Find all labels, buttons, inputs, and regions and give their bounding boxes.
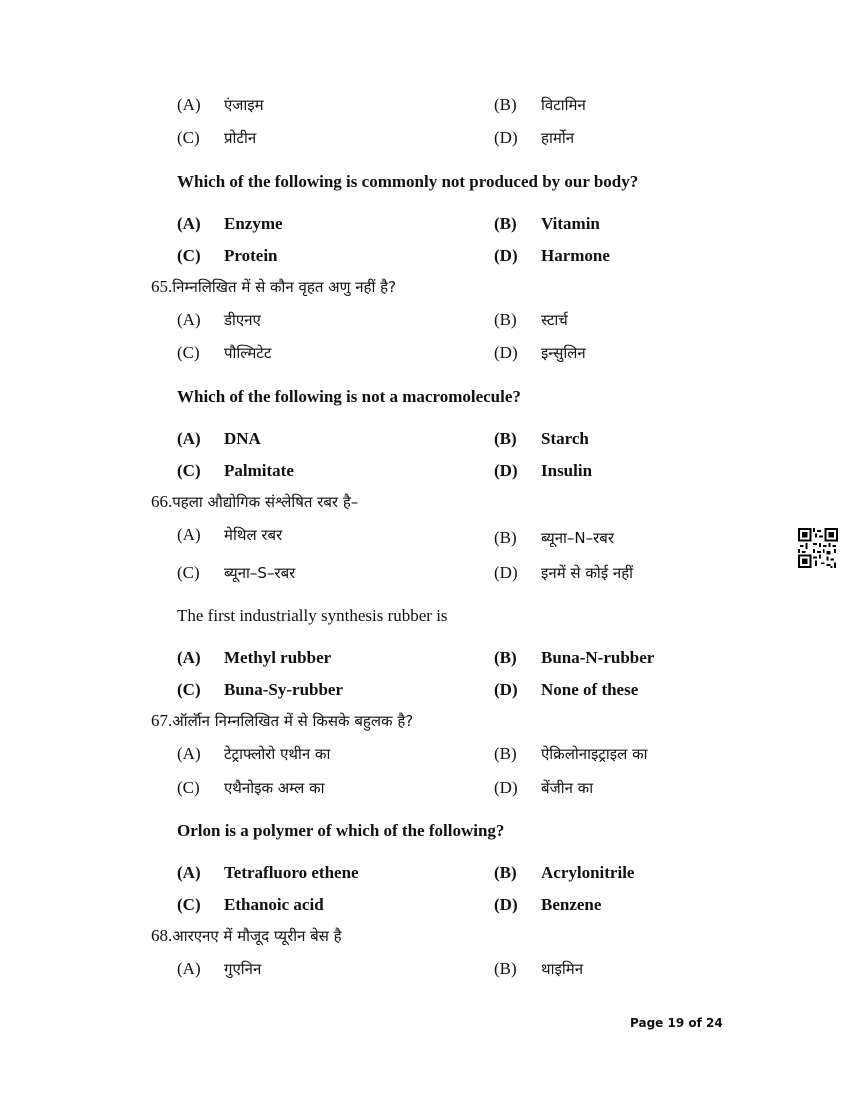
question-number: 65. [151, 277, 173, 296]
option-label: (C) [177, 246, 201, 265]
option-label: (D) [494, 778, 518, 797]
option-label: (A) [177, 959, 201, 978]
option-label: (A) [177, 310, 201, 329]
question-number: 67. [151, 711, 173, 730]
option-label: (A) [177, 95, 201, 114]
option-text: Palmitate [224, 461, 294, 480]
question-number: 66. [151, 492, 173, 511]
option-text: Vitamin [541, 214, 600, 233]
option-label: (A) [177, 214, 201, 233]
option-label: (C) [177, 680, 201, 699]
option-text: इनमें से कोई नहीं [541, 564, 634, 582]
question-text-en: Orlon is a polymer of which of the following? [177, 821, 505, 840]
option-text: पौल्मिटेट [224, 344, 272, 362]
option-label: (B) [494, 528, 517, 547]
option-text: टेट्राफ्लोरो एथीन का [224, 745, 331, 763]
option-text: Buna-Sy-rubber [224, 680, 344, 699]
option-label: (C) [177, 895, 201, 914]
option-label: (B) [494, 863, 517, 882]
option-label: (B) [494, 429, 517, 448]
option-text: स्टार्च [541, 311, 568, 329]
option-text: हार्मोन [541, 129, 575, 147]
option-label: (D) [494, 343, 518, 362]
option-text: बेंजीन का [541, 779, 594, 797]
option-label: (A) [177, 744, 201, 763]
option-label: (A) [177, 648, 201, 667]
option-text: ब्यूना–S–रबर [224, 564, 296, 582]
option-text: Buna-N-rubber [541, 648, 655, 667]
option-text: Insulin [541, 461, 593, 480]
option-text: Harmone [541, 246, 610, 265]
option-label: (B) [494, 744, 517, 763]
option-label: (A) [177, 863, 201, 882]
option-text: None of these [541, 680, 639, 699]
question-text-hi: पहला औद्योगिक संश्लेषित रबर है– [172, 493, 359, 511]
page-number: Page 19 of 24 [630, 1016, 723, 1030]
option-label: (C) [177, 128, 200, 147]
question-text-hi: निम्नलिखित में से कौन वृहत अणु नहीं है? [172, 278, 397, 296]
option-text: ऐक्रिलोनाइट्राइल का [541, 745, 648, 763]
question-text-en: The first industrially synthesis rubber is [177, 606, 448, 625]
option-text: DNA [224, 429, 261, 448]
option-text: मेथिल रबर [224, 526, 283, 544]
option-label: (C) [177, 563, 200, 582]
option-label: (D) [494, 461, 518, 480]
option-label: (D) [494, 246, 518, 265]
option-label: (C) [177, 343, 200, 362]
option-text: थाइमिन [541, 960, 584, 978]
option-text: डीएनए [224, 311, 261, 329]
option-text: गुएनिन [224, 960, 262, 978]
option-label: (B) [494, 959, 517, 978]
option-label: (D) [494, 680, 518, 699]
option-label: (B) [494, 310, 517, 329]
option-text: Protein [224, 246, 278, 265]
question-number: 68. [151, 926, 173, 945]
question-text-en: Which of the following is commonly not produced by our body? [177, 172, 639, 191]
question-65-hi [151, 274, 396, 300]
question-text-hi: आरएनए में मौजूद प्यूरीन बेस है [172, 927, 342, 945]
question-67-hi [151, 708, 413, 734]
option-text: Ethanoic acid [224, 895, 324, 914]
option-label: (A) [177, 525, 201, 544]
option-text: Methyl rubber [224, 648, 332, 667]
option-label: (D) [494, 895, 518, 914]
question-text-hi: ऑर्लॉन निम्नलिखित में से किसके बहुलक है? [172, 712, 414, 730]
question-66-hi [151, 489, 358, 515]
option-label: (D) [494, 563, 518, 582]
option-text: Enzyme [224, 214, 283, 233]
option-label: (B) [494, 648, 517, 667]
option-label: (B) [494, 95, 517, 114]
question-text-en: Which of the following is not a macromolecule? [177, 387, 521, 406]
option-label: (C) [177, 461, 201, 480]
option-text: एंजाइम [224, 96, 264, 114]
option-label: (A) [177, 429, 201, 448]
option-label: (B) [494, 214, 517, 233]
question-68-hi [151, 923, 342, 949]
option-text: Benzene [541, 895, 602, 914]
option-text: विटामिन [541, 96, 586, 114]
option-text: इन्सुलिन [541, 344, 586, 362]
option-label: (C) [177, 778, 200, 797]
option-label: (D) [494, 128, 518, 147]
qr-code-icon [798, 528, 838, 568]
option-text: Tetrafluoro ethene [224, 863, 359, 882]
option-text: एथैनोइक अम्ल का [224, 779, 325, 797]
option-text: Acrylonitrile [541, 863, 635, 882]
option-text: ब्यूना–N–रबर [541, 529, 614, 547]
option-text: प्रोटीन [224, 129, 257, 147]
option-text: Starch [541, 429, 589, 448]
